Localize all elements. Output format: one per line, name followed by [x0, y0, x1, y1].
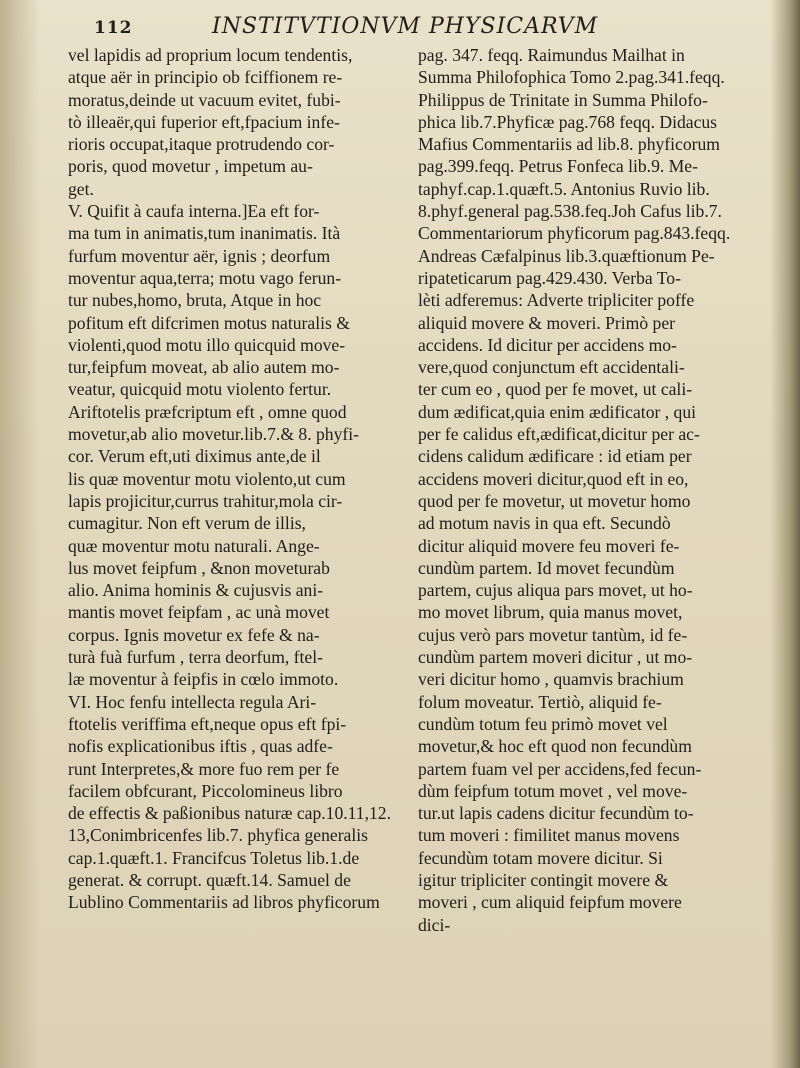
left-column-line: generat. & corrupt. quæft.14. Samuel de	[68, 869, 351, 890]
left-column-line: 13,Conimbricenfes lib.7. phyfica generalis	[68, 825, 368, 846]
right-column-line: movetur,& hoc eft quod non fecundùm	[418, 736, 692, 757]
left-column-line: facilem obfcurant, Piccolomineus libro	[68, 780, 343, 801]
left-column-line: tur,feipfum moveat, ab alio autem mo-	[68, 357, 340, 378]
left-column-line: pofitum eft difcrimen motus naturalis &	[68, 312, 350, 333]
left-column-line: quæ moventur motu naturali. Ange-	[68, 535, 320, 556]
page-gutter-shadow	[0, 0, 40, 1068]
right-text-column	[418, 44, 774, 936]
left-column-line: ftotelis veriffima eft,neque opus eft fpi-	[68, 713, 347, 734]
right-column-line: Andreas Cæfalpinus lib.3.quæftionum Pe-	[418, 245, 715, 266]
right-column-line: cujus verò pars movetur tantùm, id fe-	[418, 624, 688, 645]
right-column-line: ad motum navis in qua eft. Secundò	[418, 513, 671, 534]
left-column-line: vel lapidis ad proprium locum tendentis,	[68, 45, 353, 65]
left-column-line: atque aër in principio ob fciffionem re-	[68, 67, 343, 88]
right-column-line: fecundùm totam movere dicitur. Si	[418, 847, 663, 868]
right-column-line: dicitur aliquid movere feu moveri fe-	[418, 535, 680, 556]
right-column-line: dici-	[418, 914, 451, 935]
left-column-line: corpus. Ignis movetur ex fefe & na-	[68, 624, 320, 645]
right-column-line: tum moveri : fimilitet manus movens	[418, 825, 680, 846]
left-column-line: mantis movet feipfam , ac unà movet	[68, 602, 330, 623]
left-column-line: moratus,deinde ut vacuum evitet, fubi-	[68, 89, 341, 110]
right-column-line: ripateticarum pag.429.430. Verba To-	[418, 267, 681, 288]
left-column-line: tò illeaër,qui fuperior eft,fpacium infe-	[68, 111, 340, 132]
left-column-line: cor. Verum eft,uti diximus ante,de il	[68, 446, 321, 467]
right-column-line: dùm feipfum totum movet , vel move-	[418, 780, 688, 801]
page-edge-shadow	[770, 0, 800, 1068]
left-column-line: tur nubes,homo, bruta, Atque in hoc	[68, 290, 322, 311]
left-text-column	[68, 44, 402, 914]
right-column-line: cundùm totum feu primò movet vel	[418, 713, 668, 734]
right-column-line: Summa Philofophica Tomo 2.pag.341.feqq.	[418, 67, 725, 88]
right-column-line: 8.phyf.general pag.538.feq.Joh Cafus lib.7.	[418, 201, 722, 222]
left-column-line: de effectis & paßionibus naturæ cap.10.11,12.	[68, 803, 391, 824]
right-column-line: accidens moveri dicitur,quod eft in eo,	[418, 468, 689, 489]
right-column-line: Philippus de Trinitate in Summa Philofo-	[418, 89, 708, 110]
left-column-line: movetur,ab alio movetur.lib.7.& 8. phyfi-	[68, 424, 360, 445]
left-column-line: violenti,quod motu illo quicquid move-	[68, 334, 346, 355]
running-title: INSTITVTIONVM PHYSICARVM	[212, 14, 599, 39]
left-column-line: ma tum in animatis,tum inanimatis. Ità	[68, 223, 341, 244]
left-column-line: runt Interpretes,& more fuo rem per fe	[68, 758, 340, 779]
left-column-line: cumagitur. Non eft verum de illis,	[68, 513, 306, 534]
left-column-line: poris, quod movetur , impetum au-	[68, 156, 313, 177]
right-column-line: ter cum eo , quod per fe movet, ut cali-	[418, 379, 693, 400]
right-column-line: dum ædificat,quia enim ædificator , qui	[418, 401, 697, 422]
right-column-line: pag.399.feqq. Petrus Fonfeca lib.9. Me-	[418, 156, 698, 177]
right-column-line: moveri , cum aliquid feipfum movere	[418, 892, 682, 913]
right-column-line: veri dicitur homo , quamvis brachium	[418, 669, 684, 690]
right-column-line: pag. 347. feqq. Raimundus Mailhat in	[418, 45, 685, 65]
page-number: 112	[94, 18, 133, 38]
left-column-line: VI. Hoc fenfu intellecta regula Ari-	[68, 691, 317, 712]
right-column-line: Commentariorum phyficorum pag.843.feqq.	[418, 223, 731, 244]
right-column-line: phica lib.7.Phyficæ pag.768 feqq. Didacus	[418, 111, 718, 132]
right-column-line: folum moveatur. Tertiò, aliquid fe-	[418, 691, 662, 712]
right-column-line: lèti adferemus: Adverte tripliciter poffe	[418, 290, 695, 311]
right-column-line: mo movet librum, quia manus movet,	[418, 602, 683, 623]
right-column-line: tur.ut lapis cadens dicitur fecundùm to-	[418, 803, 694, 824]
left-column-line: Lublino Commentariis ad libros phyficorum	[68, 892, 380, 913]
right-column-line: vere,quod conjunctum eft accidentali-	[418, 357, 685, 378]
left-column-line: nofis explicationibus iftis , quas adfe-	[68, 736, 333, 757]
left-column-line: moventur aqua,terra; motu vago ferun-	[68, 267, 342, 288]
left-column-line: furfum moventur aër, ignis ; deorfum	[68, 245, 331, 266]
left-column-line: get.	[68, 178, 94, 199]
right-column-line: accidens. Id dicitur per accidens mo-	[418, 334, 677, 355]
right-column-line: cundùm partem moveri dicitur , ut mo-	[418, 647, 693, 668]
right-column-line: Mafius Commentariis ad lib.8. phyficorum	[418, 134, 720, 155]
left-column-line: lapis projicitur,currus trahitur,mola cir-	[68, 490, 343, 511]
right-column-line: taphyf.cap.1.quæft.5. Antonius Ruvio lib.	[418, 178, 710, 199]
right-column-line: per fe calidus eft,ædificat,dicitur per ac-	[418, 424, 700, 445]
right-column-line: partem, cujus aliqua pars movet, ut ho-	[418, 580, 693, 601]
left-column-line: læ moventur à feipfis in cœlo immoto.	[68, 669, 339, 690]
left-column-line: lis quæ moventur motu violento,ut cum	[68, 468, 346, 489]
right-column-line: cundùm partem. Id movet fecundùm	[418, 557, 675, 578]
left-column-line: alio. Anima hominis & cujusvis ani-	[68, 580, 324, 601]
right-column-line: igitur tripliciter contingit movere &	[418, 869, 669, 890]
left-column-line: turà fuà furfum , terra deorfum, ftel-	[68, 647, 323, 668]
right-column-line: partem fuam vel per accidens,fed fecun-	[418, 758, 702, 779]
left-column-line: cap.1.quæft.1. Francifcus Toletus lib.1.de	[68, 847, 360, 868]
running-head	[72, 10, 762, 44]
left-column-line: Ariftotelis præfcriptum eft , omne quod	[68, 401, 347, 422]
right-column-line: cidens calidum ædificare : id etiam per	[418, 446, 692, 467]
left-column-line: V. Quifit à caufa interna.]Ea eft for-	[68, 201, 320, 222]
right-column-line: quod per fe movetur, ut movetur homo	[418, 490, 691, 511]
left-column-line: veatur, quicquid motu violento fertur.	[68, 379, 332, 400]
right-column-line: aliquid movere & moveri. Primò per	[418, 312, 676, 333]
left-column-line: lus movet feipfum , &non moveturab	[68, 557, 330, 578]
left-column-line: rioris occupat,itaque protrudendo cor-	[68, 134, 335, 155]
